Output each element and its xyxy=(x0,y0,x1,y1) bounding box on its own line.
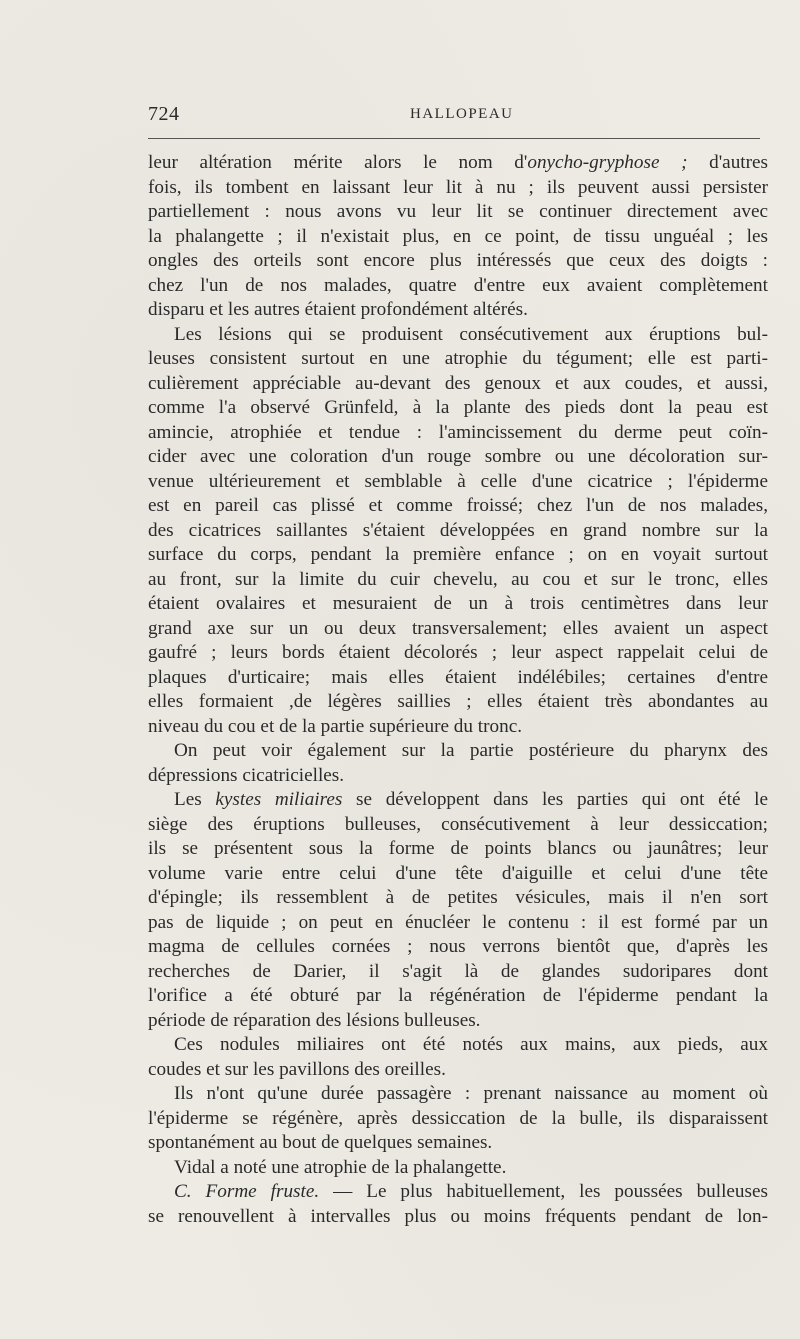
italic-run: onycho-gryphose ; xyxy=(527,152,688,173)
text-line xyxy=(148,568,768,593)
text-line xyxy=(148,592,768,617)
italic-run: C. Forme fruste. xyxy=(174,1181,320,1202)
text-run: des cicatrices saillantes s'étaient développées en grand nombre sur la xyxy=(148,519,768,541)
italic-run: kystes miliaires xyxy=(215,789,343,810)
text-line xyxy=(148,1156,768,1181)
text-run: coudes et sur les pavillons des oreilles. xyxy=(148,1058,446,1080)
text-run: la phalangette ; il n'existait plus, en ce point, de tissu unguéal ; les xyxy=(148,225,768,247)
text-line xyxy=(148,911,768,936)
text-line xyxy=(148,347,768,372)
text-run: siège des éruptions bulleuses, consécutivement à leur dessiccation; xyxy=(148,813,768,835)
text-run: gaufré ; leurs bords étaient décolorés ; leur aspect rappelait celui de xyxy=(148,642,768,663)
text-line xyxy=(148,788,768,813)
text-line xyxy=(148,372,768,397)
text-line xyxy=(148,960,768,985)
text-line xyxy=(148,764,768,789)
text-run: disparu et les autres étaient profondément altérés. xyxy=(148,299,528,320)
text-line xyxy=(148,176,768,201)
text-line xyxy=(148,1082,768,1107)
text-line xyxy=(148,519,768,544)
text-run: partiellement : nous avons vu leur lit se continuer directement avec xyxy=(148,201,768,222)
text-run: elles formaient ,de légères saillies ; elles étaient très abondantes au xyxy=(148,691,768,712)
text-line xyxy=(148,837,768,862)
text-line xyxy=(148,1131,768,1156)
header-rule xyxy=(148,138,760,139)
text-run: culièrement appréciable au-devant des genoux et aux coudes, et aussi, xyxy=(148,372,768,394)
text-run: Ces nodules miliaires ont été notés aux mains, aux pieds, aux xyxy=(174,1034,768,1055)
text-line xyxy=(148,1058,768,1083)
text-line xyxy=(148,617,768,642)
text-line xyxy=(148,1033,768,1058)
text-run: se développent dans les parties qui ont été le xyxy=(342,789,768,810)
text-run: venue ultérieurement et semblable à celle d'une cicatrice ; l'épiderme xyxy=(148,470,768,492)
text-run: leuses consistent surtout en une atrophie du tégument; elle est parti- xyxy=(148,348,768,369)
text-line xyxy=(148,396,768,421)
text-line xyxy=(148,323,768,348)
text-run: fois, ils tombent en laissant leur lit à nu ; ils peuvent aussi persister xyxy=(148,176,768,198)
text-line xyxy=(148,862,768,887)
text-line xyxy=(148,1107,768,1132)
text-run: se renouvellent à intervalles plus ou moins fréquents pendant de lon- xyxy=(148,1205,768,1227)
text-line xyxy=(148,298,768,323)
text-line xyxy=(148,494,768,519)
text-line xyxy=(148,225,768,250)
text-line xyxy=(148,813,768,838)
page-header xyxy=(148,103,758,127)
text-run: l'orifice a été obturé par la régénération de l'épiderme pendant la xyxy=(148,985,768,1006)
page-number: 724 xyxy=(148,103,180,125)
text-line xyxy=(148,690,768,715)
text-line xyxy=(148,274,768,299)
text-run: chez l'un de nos malades, quatre d'entre eux avaient complètement xyxy=(148,274,768,296)
text-run: ils se présentent sous la forme de points blancs ou jaunâtres; leur xyxy=(148,838,768,859)
text-run: spontanément au bout de quelques semaines. xyxy=(148,1132,493,1153)
text-line xyxy=(148,151,768,176)
text-run: étaient ovalaires et mesuraient de un à trois centimètres dans leur xyxy=(148,593,768,614)
text-line xyxy=(148,249,768,274)
text-run: cider avec une coloration d'un rouge sombre ou une décoloration sur- xyxy=(148,446,768,467)
text-run: Ils n'ont qu'une durée passagère : prenant naissance au moment où xyxy=(174,1083,768,1104)
text-run: grand axe sur un ou deux transversalement; elles avaient un aspect xyxy=(148,617,768,639)
text-run: Les xyxy=(174,789,216,810)
text-line xyxy=(148,641,768,666)
text-run: amincie, atrophiée et tendue : l'amincissement du derme peut coïn- xyxy=(148,421,768,443)
text-line xyxy=(148,200,768,225)
text-run: plaques d'urticaire; mais elles étaient indélébiles; certaines d'entre xyxy=(148,666,768,688)
text-run: On peut voir également sur la partie postérieure du pharynx des xyxy=(174,740,768,761)
text-run: d'épingle; ils ressemblent à de petites vésicules, mais il n'en sort xyxy=(148,887,768,908)
text-line xyxy=(148,886,768,911)
text-line xyxy=(148,543,768,568)
text-run: ongles des orteils sont encore plus intéressés que ceux des doigts : xyxy=(148,250,768,271)
text-run: d'autres xyxy=(687,152,768,173)
running-head: HALLOPEAU xyxy=(410,106,514,122)
text-run: surface du corps, pendant la première enfance ; on en voyait surtout xyxy=(148,544,768,565)
text-line xyxy=(148,935,768,960)
text-line xyxy=(148,1180,768,1205)
text-line xyxy=(148,421,768,446)
text-line xyxy=(148,470,768,495)
text-line xyxy=(148,445,768,470)
text-run: recherches de Darier, il s'agit là de glandes sudoripares dont xyxy=(148,960,768,982)
text-run: est en pareil cas plissé et comme froissé; chez l'un de nos malades, xyxy=(148,495,768,516)
text-line xyxy=(148,1009,768,1034)
text-line xyxy=(148,739,768,764)
text-run: magma de cellules cornées ; nous verrons bientôt que, d'après les xyxy=(148,936,768,957)
text-run: l'épiderme se régénère, après dessiccation de la bulle, ils disparaissent xyxy=(148,1107,768,1129)
text-run: Les lésions qui se produisent consécutivement aux éruptions bul- xyxy=(174,323,768,345)
text-run: niveau du cou et de la partie supérieure du tronc. xyxy=(148,715,523,737)
text-run: pas de liquide ; on peut en énucléer le contenu : il est formé par un xyxy=(148,911,768,933)
text-run: période de réparation des lésions bulleuses. xyxy=(148,1009,481,1031)
text-run: au front, sur la limite du cuir chevelu, au cou et sur le tronc, elles xyxy=(148,568,768,590)
text-run: comme l'a observé Grünfeld, à la plante des pieds dont la peau est xyxy=(148,397,768,418)
text-line xyxy=(148,1205,768,1230)
text-run: volume varie entre celui d'une tête d'aiguille et celui d'une tête xyxy=(148,862,768,884)
text-run: leur altération mérite alors le nom d' xyxy=(148,152,528,173)
text-run: Vidal a noté une atrophie de la phalangette. xyxy=(174,1156,507,1178)
text-line xyxy=(148,984,768,1009)
body-text xyxy=(148,151,768,1229)
text-run: dépressions cicatricielles. xyxy=(148,764,345,786)
text-line xyxy=(148,715,768,740)
text-line xyxy=(148,666,768,691)
text-run: — Le plus habituellement, les poussées bulleuses xyxy=(319,1181,768,1202)
